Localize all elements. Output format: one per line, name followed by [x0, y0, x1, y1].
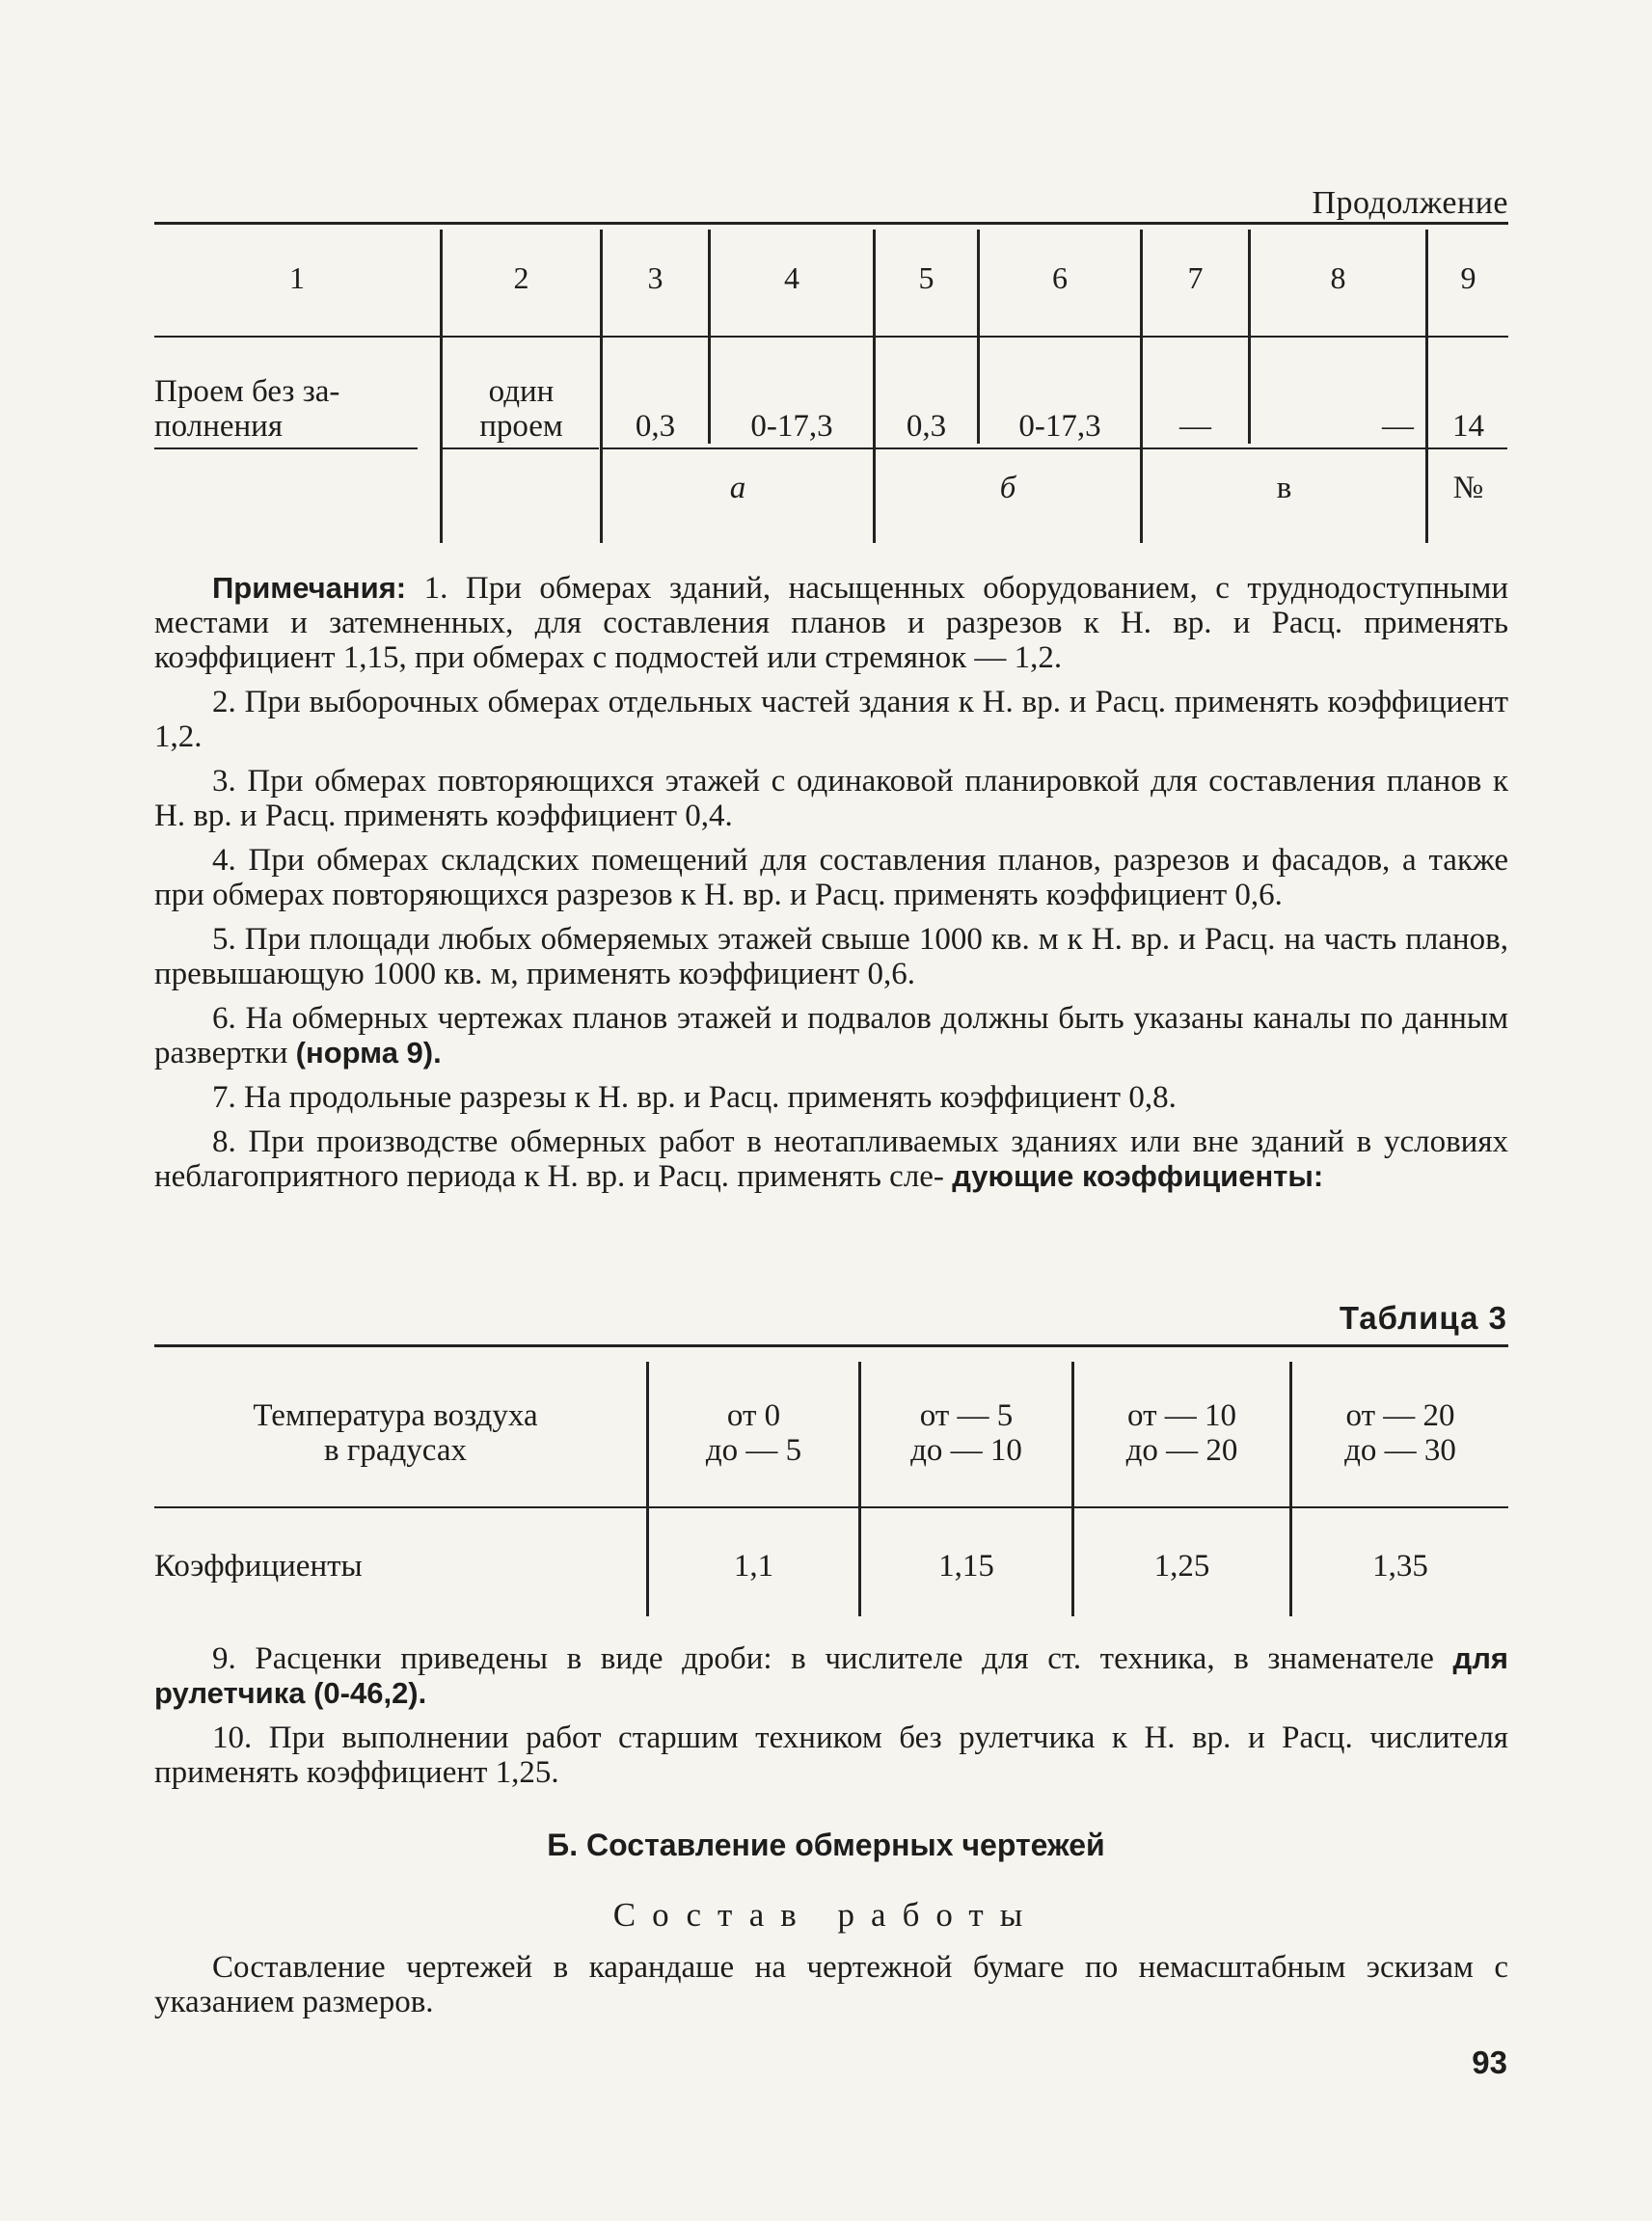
- value-c7: —: [1179, 409, 1211, 444]
- value-c6: 0-17,3: [1018, 409, 1101, 444]
- coefficient-1: 1,1: [733, 1549, 774, 1584]
- work-composition-text: Составление чертежей в карандаше на чертежной бумаге по немасштабным эскизам с указанием размеров.: [154, 1950, 1508, 2019]
- values-underline: [601, 447, 1507, 449]
- norms-table-continued: [154, 222, 1508, 545]
- range-4-line1: от — 20: [1345, 1398, 1455, 1433]
- value-c8: —: [1382, 409, 1414, 444]
- value-c5: 0,3: [906, 409, 947, 444]
- note-1: Примечания: 1. При обмерах зданий, насыщенных оборудованием, с труднодоступными местами и затемненных, для составления планов и разрезов к Н. вр. и Расц. применять коэффициент 1,15, при обмерах с подмостей или стремянок — 1,2.: [154, 571, 1509, 675]
- temperature-coefficients-table: [154, 1344, 1508, 1616]
- norm-number-label: №: [1452, 471, 1484, 505]
- range-1-line1: от 0: [726, 1398, 781, 1433]
- group-letter-a: а: [729, 471, 746, 505]
- unit-line2: проем: [479, 409, 563, 444]
- unit-line1: один: [488, 374, 555, 409]
- note-4: 4. При обмерах складских помещений для составления планов, разрезов и фасадов, а также при обмерах повторяющихся разрезов к Н. вр. и Расц. применять коэффициент 0,6.: [154, 843, 1508, 912]
- range-3-line1: от — 10: [1127, 1398, 1236, 1433]
- section-title: Б. Составление обмерных чертежей: [547, 1828, 1105, 1862]
- work-composition-title: Состав работы: [612, 1896, 1040, 1934]
- note-8: 8. При производстве обмерных работ в неотапливаемых зданиях или вне зданий в условиях неблагоприятного периода к Н. вр. и Расц. применять сле- дующие коэффициенты:: [154, 1124, 1508, 1194]
- header-bottom-rule: [154, 336, 1508, 338]
- value-c9: 14: [1452, 409, 1484, 444]
- temp-label-line1: Температура воздуха: [253, 1398, 538, 1433]
- col-header-4: 4: [784, 260, 799, 295]
- range-3-line2: до — 20: [1125, 1433, 1238, 1468]
- col-header-9: 9: [1460, 260, 1476, 295]
- header-bottom-rule: [154, 1506, 1508, 1508]
- temp-label-line2: в градусах: [323, 1433, 467, 1468]
- work-underline: [154, 447, 418, 449]
- notes-continued: [154, 1641, 1508, 1800]
- range-1-line2: до — 5: [705, 1433, 802, 1468]
- range-2-line2: до — 10: [910, 1433, 1022, 1468]
- note-3: 3. При обмерах повторяющихся этажей с одинаковой планировкой для составления планов к Н. вр. и Расц. применять коэффициент 0,4.: [154, 764, 1508, 833]
- note-9: 9. Расценки приведены в виде дроби: в числителе для ст. техника, в знаменателе для рулетчика (0-46,2).: [154, 1641, 1508, 1710]
- value-c4: 0-17,3: [750, 409, 833, 444]
- note-7: 7. На продольные разрезы к Н. вр. и Расц. применять коэффициент 0,8.: [212, 1080, 1177, 1115]
- work-name-line2: полнения: [154, 409, 283, 444]
- col-header-5: 5: [918, 260, 934, 295]
- col-header-1: 1: [289, 260, 305, 295]
- col-header-3: 3: [647, 260, 664, 295]
- coefficient-4: 1,35: [1372, 1549, 1428, 1584]
- group-letter-b: б: [999, 471, 1016, 505]
- coefficient-2: 1,15: [938, 1549, 994, 1584]
- work-name-line1: Проем без за-: [154, 374, 340, 409]
- notes-heading: Примечания:: [212, 571, 407, 605]
- range-2-line1: от — 5: [919, 1398, 1014, 1433]
- continuation-label: Продолжение: [1312, 185, 1508, 221]
- note-10: 10. При выполнении работ старшим техником без рулетчика к Н. вр. и Расц. числителя применять коэффициент 1,25.: [154, 1720, 1508, 1790]
- value-c3: 0,3: [635, 409, 676, 444]
- note-2: 2. При выборочных обмерах отдельных частей здания к Н. вр. и Расц. применять коэффициент 1,2.: [154, 685, 1508, 754]
- note-6: 6. На обмерных чертежах планов этажей и подвалов должны быть указаны каналы по данным развертки (норма 9).: [154, 1001, 1508, 1070]
- coefficients-row-label: Коэффициенты: [154, 1549, 363, 1584]
- coefficient-3: 1,25: [1153, 1549, 1210, 1584]
- note-5: 5. При площади любых обмеряемых этажей свыше 1000 кв. м к Н. вр. и Расц. на часть планов, превышающую 1000 кв. м, применять коэффициент 0,6.: [154, 922, 1508, 991]
- col-header-7: 7: [1187, 260, 1204, 295]
- col-header-2: 2: [513, 260, 529, 295]
- table-3-label: Таблица 3: [1339, 1300, 1507, 1336]
- notes-section: [154, 571, 1508, 1204]
- table-top-rule: [154, 222, 1508, 225]
- range-4-line2: до — 30: [1344, 1433, 1456, 1468]
- unit-underline: [442, 447, 599, 449]
- page-number: 93: [1472, 2045, 1507, 2080]
- group-letter-v: в: [1276, 471, 1292, 505]
- col-header-8: 8: [1330, 260, 1346, 295]
- col-header-6: 6: [1052, 260, 1068, 295]
- table-top-rule: [154, 1344, 1508, 1347]
